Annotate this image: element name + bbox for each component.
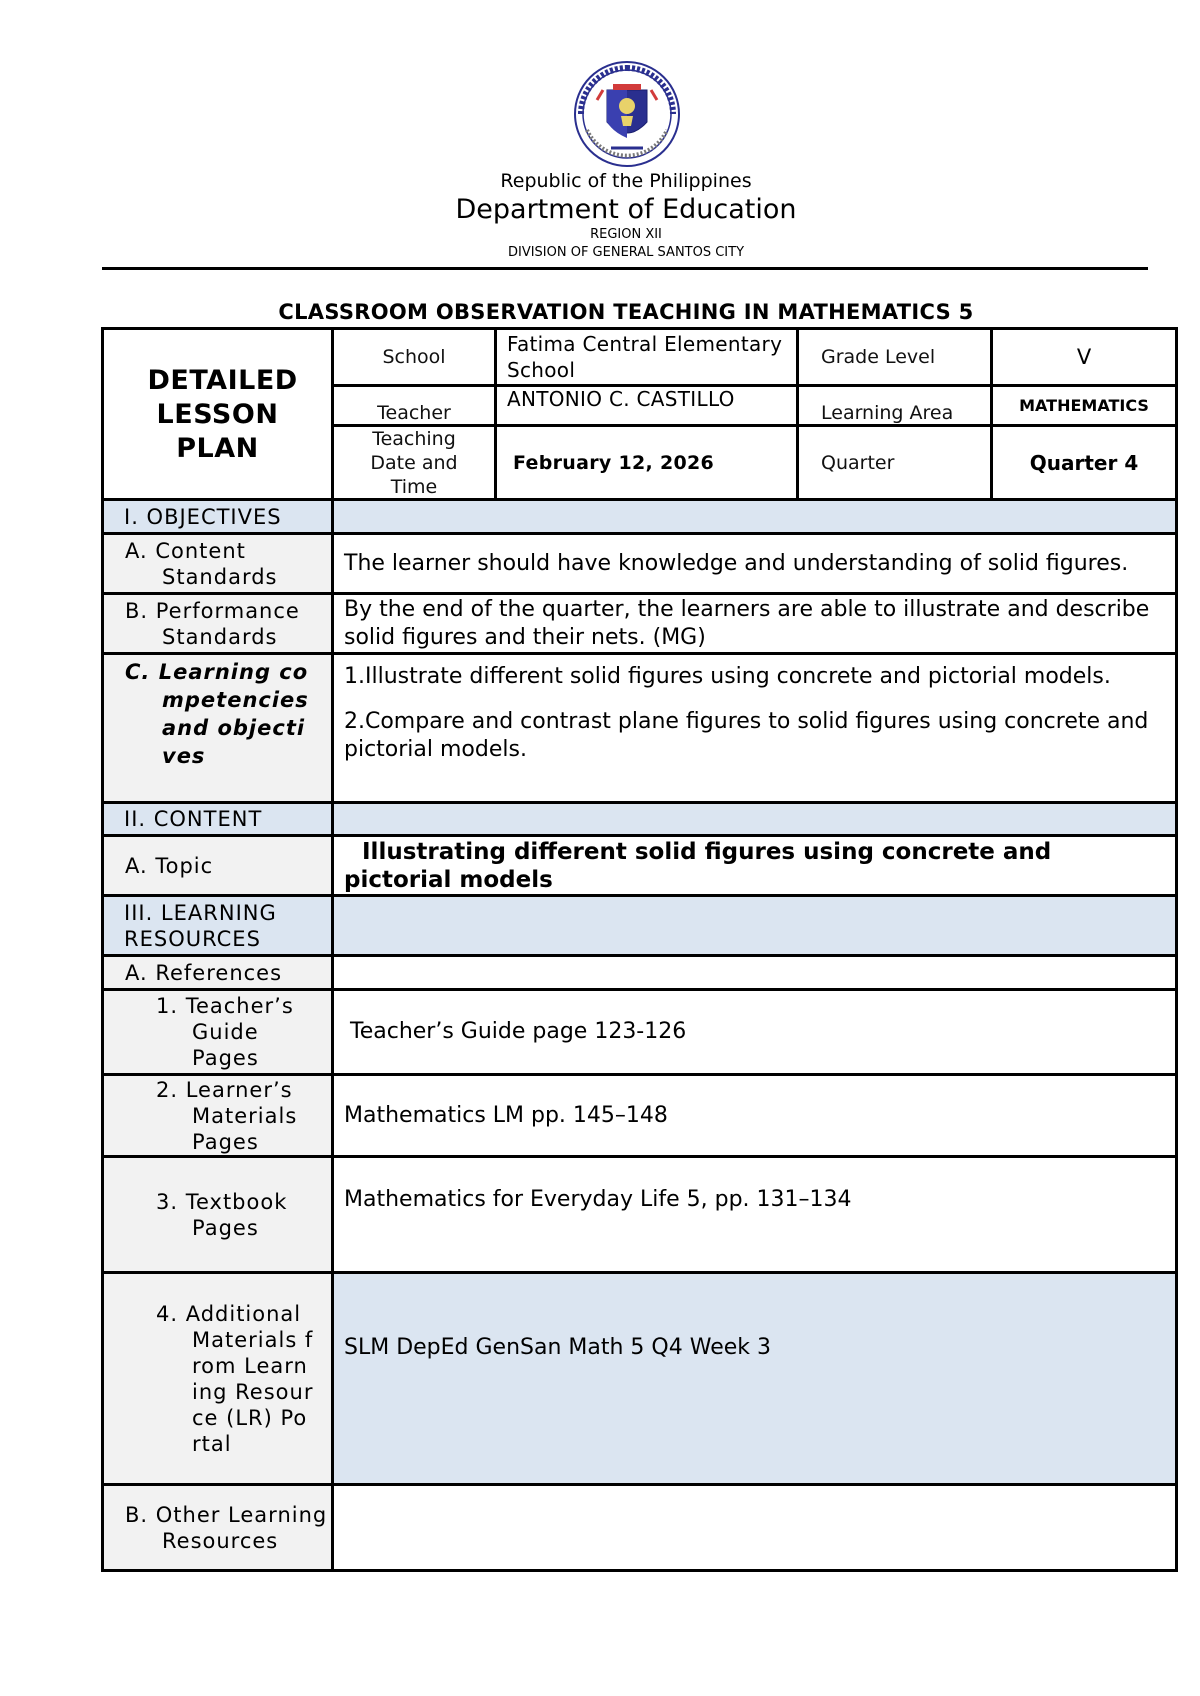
content-standards-label: A. Content Standards [103, 534, 333, 594]
teaching-date-value: February 12, 2026 [496, 426, 798, 501]
teaching-date-label: Teaching Date and Time [333, 426, 496, 501]
quarter-label: Quarter [798, 426, 992, 501]
competencies-label: C. Learning competencies and objectives [103, 654, 333, 803]
quarter-value: Quarter 4 [992, 426, 1177, 501]
region-text: REGION XII [590, 227, 662, 242]
performance-standards-value: By the end of the quarter, the learners are able to illustrate and describe solid figures and their nets. (MG) [333, 594, 1177, 654]
content-standards-value: The learner should have knowledge and understanding of solid figures. [333, 534, 1177, 594]
content-section-blank [333, 803, 1177, 836]
textbook-label: 3. Textbook Pages [103, 1157, 333, 1273]
learning-area-value: MATHEMATICS [992, 386, 1177, 426]
resources-section-label: III. LEARNING RESOURCES [103, 896, 333, 956]
header-divider [102, 267, 1148, 270]
additional-materials-value: SLM DepEd GenSan Math 5 Q4 Week 3 [333, 1273, 1177, 1485]
department-name: Department of Education [455, 194, 797, 225]
lesson-plan-table [101, 498, 1178, 1572]
other-resources-label: B. Other Learning Resources [103, 1485, 333, 1571]
info-table [101, 327, 1178, 502]
other-resources-value [333, 1485, 1177, 1571]
textbook-value: Mathematics for Everyday Life 5, pp. 131–134 [333, 1157, 1177, 1273]
topic-label: A. Topic [103, 836, 333, 896]
grade-level-value: V [992, 329, 1177, 386]
resources-section-blank [333, 896, 1177, 956]
dlp-label: DETAILED LESSON PLAN [103, 329, 333, 501]
republic-text: Republic of the Philippines [500, 170, 752, 192]
teacher-label: Teacher [333, 386, 496, 426]
teachers-guide-value: Teacher’s Guide page 123-126 [333, 990, 1177, 1075]
deped-seal-logo [573, 60, 681, 168]
learners-materials-label: 2. Learner’s Materials Pages [103, 1075, 333, 1157]
objectives-section-blank [333, 500, 1177, 534]
school-label: School [333, 329, 496, 386]
learning-area-label: Learning Area [798, 386, 992, 426]
competency-1: 1.Illustrate different solid figures using concrete and pictorial models. [344, 664, 1111, 689]
document-title: CLASSROOM OBSERVATION TEACHING IN MATHEMATICS 5 [278, 300, 974, 324]
performance-standards-label: B. Performance Standards [103, 594, 333, 654]
references-label: A. References [103, 956, 333, 990]
references-blank [333, 956, 1177, 990]
teachers-guide-label: 1. Teacher’s Guide Pages [103, 990, 333, 1075]
division-text: DIVISION OF GENERAL SANTOS CITY [507, 245, 745, 260]
topic-value: Illustrating different solid figures using concrete and pictorial models [333, 836, 1177, 896]
school-value: Fatima Central Elementary School [496, 329, 798, 386]
competency-2: 2.Compare and contrast plane figures to solid figures using concrete and pictorial models. [344, 709, 1149, 762]
learners-materials-value: Mathematics LM pp. 145–148 [333, 1075, 1177, 1157]
teacher-value: ANTONIO C. CASTILLO [496, 386, 798, 426]
competencies-value [333, 654, 1177, 803]
content-section-label: II. CONTENT [103, 803, 333, 836]
objectives-section-label: I. OBJECTIVES [103, 500, 333, 534]
additional-materials-label: 4. Additional Materials from Learning Resource (LR) Portal [103, 1273, 333, 1485]
grade-level-label: Grade Level [798, 329, 992, 386]
